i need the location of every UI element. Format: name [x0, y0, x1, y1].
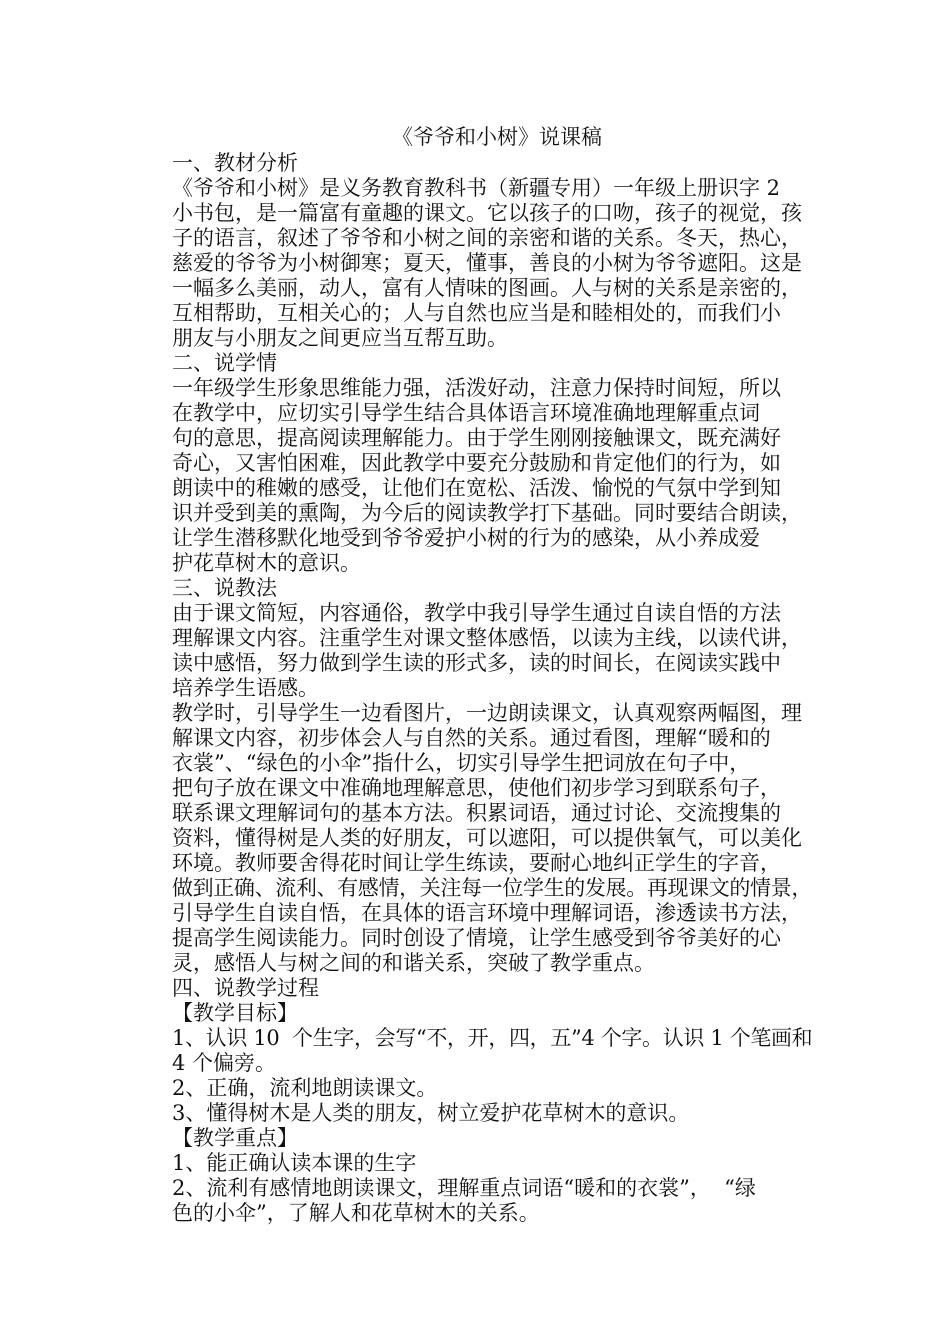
- text-line: 引导学生自读自悟，在具体的语言环境中理解词语，渗透读书方法，: [172, 901, 802, 925]
- text-line: 子的语言，叙述了爷爷和小树之间的亲密和谐的关系。冬天，热心，: [172, 226, 802, 250]
- text-line: 由于课文简短，内容通俗，教学中我引导学生通过自读自悟的方法: [172, 601, 781, 625]
- text-line: 3、懂得树木是人类的朋友，树立爱护花草树木的意识。: [172, 1101, 690, 1125]
- text-line: 培养学生语感。: [172, 676, 319, 700]
- text-line: 灵，感悟人与树之间的和谐关系，突破了教学重点。: [172, 951, 655, 975]
- text-line: 教学时，引导学生一边看图片，一边朗读课文，认真观察两幅图，理: [172, 701, 802, 725]
- text-line: 读中感悟，努力做到学生读的形式多，读的时间长，在阅读实践中: [172, 651, 781, 675]
- text-line: 一、教材分析: [172, 151, 298, 175]
- text-line: 奇心，又害怕困难，因此教学中要充分鼓励和肯定他们的行为，如: [172, 451, 781, 475]
- text-line: 把句子放在课文中准确地理解意思，使他们初步学习到联系句子，: [172, 776, 781, 800]
- text-line: 二、说学情: [172, 351, 277, 375]
- text-line: 环境。教师要舍得花时间让学生练读，要耐心地纠正学生的字音，: [172, 851, 781, 875]
- text-line: 【教学目标】: [172, 1001, 298, 1025]
- text-line: 提高学生阅读能力。同时创设了情境，让学生感受到爷爷美好的心: [172, 926, 781, 950]
- text-line: 在教学中，应切实引导学生结合具体语言环境准确地理解重点词: [172, 401, 760, 425]
- text-line: 资料，懂得树是人类的好朋友，可以遮阳，可以提供氧气，可以美化: [172, 826, 802, 850]
- text-line: 《爷爷和小树》是义务教育教科书（新疆专用）一年级上册识字 2: [172, 176, 781, 200]
- text-line: 衣裳”、“绿色的小伞”指什么，切实引导学生把词放在句子中，: [172, 751, 751, 775]
- text-line: 朗读中的稚嫩的感受，让他们在宽松、活泼、愉悦的气氛中学到知: [172, 476, 781, 500]
- text-line: 小书包，是一篇富有童趣的课文。它以孩子的口吻，孩子的视觉，孩: [172, 201, 802, 225]
- text-line: 识并受到美的熏陶，为今后的阅读教学打下基础。同时要结合朗读，: [172, 501, 802, 525]
- text-line: 1、能正确认读本课的生字: [172, 1151, 417, 1175]
- text-line: 4 个偏旁。: [172, 1051, 277, 1075]
- text-line: 2、流利有感情地朗读课文，理解重点词语“暖和的衣裳”， “绿: [172, 1176, 756, 1200]
- text-line: 2、正确，流利地朗读课文。: [172, 1076, 438, 1100]
- text-line: 慈爱的爷爷为小树御寒；夏天，懂事，善良的小树为爷爷遮阳。这是: [172, 251, 802, 275]
- text-line: 让学生潜移默化地受到爷爷爱护小树的行为的感染，从小养成爱: [172, 526, 760, 550]
- text-line: 【教学重点】: [172, 1126, 298, 1150]
- text-line: 做到正确、流利、有感情，关注每一位学生的发展。再现课文的情景，: [172, 876, 812, 900]
- text-line: 1、认识 10 个生字，会写“不，开，四，五”4 个字。认识 1 个笔画和: [172, 1026, 813, 1050]
- text-line: 句的意思，提高阅读理解能力。由于学生刚刚接触课文，既充满好: [172, 426, 781, 450]
- document-body: [172, 151, 812, 1226]
- text-line: 朋友与小朋友之间更应当互帮互助。: [172, 326, 508, 350]
- text-line: 互相帮助，互相关心的；人与自然也应当是和睦相处的，而我们小: [172, 301, 781, 325]
- text-line: 护花草树木的意识。: [172, 551, 361, 575]
- text-line: 理解课文内容。注重学生对课文整体感悟，以读为主线，以读代讲，: [172, 626, 802, 650]
- text-line: 四、说教学过程: [172, 976, 319, 1000]
- document-title: 《爷爷和小树》说课稿: [392, 125, 602, 149]
- text-line: 一幅多么美丽，动人，富有人情味的图画。人与树的关系是亲密的，: [172, 276, 802, 300]
- text-line: 解课文内容，初步体会人与自然的关系。通过看图，理解“暖和的: [172, 726, 771, 750]
- text-line: 三、说教法: [172, 576, 277, 600]
- text-line: 色的小伞”，了解人和花草树木的关系。: [172, 1201, 540, 1225]
- text-line: 联系课文理解词句的基本方法。积累词语，通过讨论、交流搜集的: [172, 801, 781, 825]
- text-line: 一年级学生形象思维能力强，活泼好动，注意力保持时间短，所以: [172, 376, 781, 400]
- document-page: [172, 123, 812, 1226]
